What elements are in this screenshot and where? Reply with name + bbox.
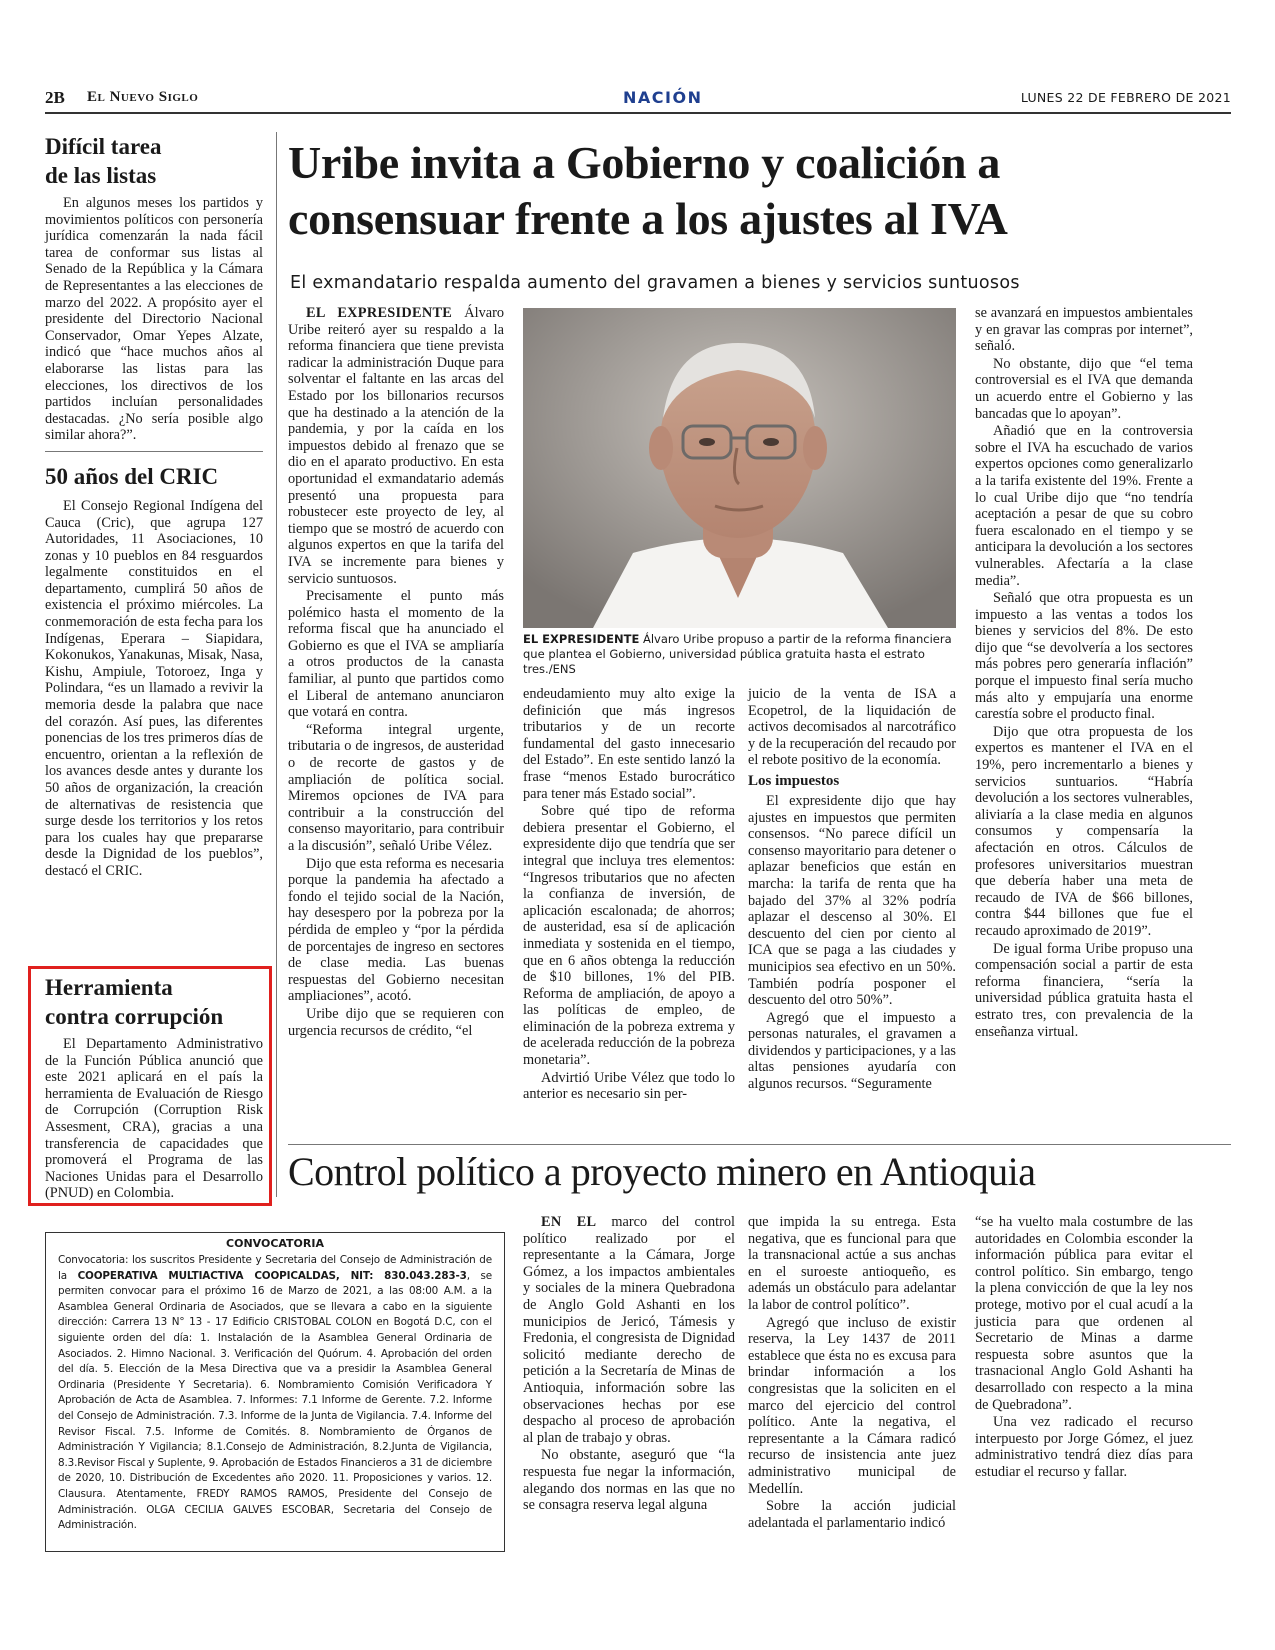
- main-deck: El exmandatario respalda aumento del gravamen a bienes y servicios suntuosos: [290, 273, 1020, 293]
- paragraph: Añadió que en la controversia sobre el IVA ha escuchado de varios expertos opciones como generalizarlo a la tarifa existente del 19%. Frente a lo cual Uribe dijo que “no tendría aceptación a pesar de que su cobro fuera escalonado en el tiempo y se anticipara la devolución a los sectores vulnerables. Afectaría a la clase media”.: [975, 423, 1193, 589]
- paragraph: El expresidente dijo que hay ajustes en impuestos que permiten consensos. “No parece difícil un consenso mayoritario para detener o aplazar beneficios que están en marcha: la tarifa de renta que ha bajado del 37% al 32% podría aplazar el descenso al 30%. El descuento del cien por ciento al ICA que se paga a las ciudades y municipios sea efectivo en un 50%. También podría posponer el descuento del otro 50%”.: [748, 792, 956, 1009]
- paragraph: [523, 1214, 735, 1446]
- paragraph-text: marco del control político realizado por el representante a la Cámara, Jorge Gómez, a los impactos ambientales y sociales de la minera Quebradona de Anglo Gold Ashanti en los municipios de Jericó, Támesis y Fredonia, el congresista de Dignidad solicitó mediante derecho de petición a la Secretaría de Minas de Antioquia, información sobre las observaciones hechas por ese despacho al proceso de aprobación al plan de trabajo y obras.: [523, 1214, 735, 1446]
- brief-title: [45, 132, 263, 190]
- second-col-3: [975, 1214, 1193, 1482]
- paragraph: Sobre qué tipo de reforma debiera presentar el Gobierno, el expresidente dijo que tendría que ser integral que incluya tres elementos: “Ingresos tributarios que no afecten la confianza de inversión, de aplicación escalonada; de ahorros; de austeridad, esa sí de aplicación inmediata y sostenida en el tiempo, que en 6 años obtenga la reducción de $10 billones, 1% del PIB. Reforma de ampliación, de apoyo a las políticas de empleo, de eliminación de la pobreza extrema y de acelerada reducción de la pobreza monetaria”.: [523, 803, 735, 1069]
- paragraph: Agregó que el impuesto a personas naturales, el gravamen a dividendos y participaciones, y a las altas pensiones ayudaría con algunos recursos. “Seguramente: [748, 1009, 956, 1093]
- paragraph-text: Álvaro Uribe reiteró ayer su respaldo a la reforma financiera que tiene prevista radicar la administración Duque para solventar el faltante en las arcas del Estado por los billonarios recursos que ha destinado a la atención de la pandemia, y por la caída en los impuestos debido al frenazo que se dio en el aparato productivo. En esta oportunidad el exmandatario además presentó una propuesta para robustecer este proyecto de ley, al tiempo que se mostró de acuerdo con algunos expertos en que la tarifa del IVA se incremente para bienes y servicio suntuosos.: [288, 305, 504, 587]
- main-col-4: [975, 305, 1193, 1041]
- brief-corrupcion: [45, 973, 263, 1203]
- paragraph: Señaló que otra propuesta es un impuesto a las ventas a todos los bienes y servicios del 8%. De esto dijo que “se devolvería a los sectores más pobres pero generaría inflación” porque el impuesto final sería mucho más alto y empujaría una enorme carestía sobre el producto final.: [975, 590, 1193, 723]
- header-rule: [45, 112, 1231, 114]
- headline-line: consensuar frente a los ajustes al IVA: [288, 193, 1008, 244]
- caption-text: Álvaro Uribe propuso a partir de la reforma financiera que plantea el Gobierno, universidad pública gratuita hasta el estrato tres./ENS: [523, 632, 952, 676]
- paragraph: Dijo que otra propuesta de los expertos es mantener el IVA en el 19%, pero incrementarlo a bienes y servicios suntuarios. “Habría devolución a los sectores vulnerables, aliviaría a la clase media en algunos consumos y compensaría la afectación en otros. Cálculos de profesores universitarios muestran que debería haber una meta de recaudo de IVA de $66 billones, contra $44 billones que fue el recaudo aproximado de 2019”.: [975, 723, 1193, 939]
- article-kicker: EN EL: [541, 1214, 597, 1230]
- brief-listas: [45, 132, 263, 444]
- article-kicker: EL EXPRESIDENTE: [306, 305, 453, 321]
- paragraph: “se ha vuelto mala costumbre de las autoridades en Colombia esconder la información pública para evitar el control político. Sin embargo, tengo la plena convicción de que la ley nos protege, motivo por el cual acudí a la justicia para que ordenen al Secretario de Minas a darme respuesta sobre asuntos que la trasnacional Anglo Gold Ashanti ha desarrollado con respecto a la mina de Quebradona”.: [975, 1214, 1193, 1413]
- brief-title-line: Herramienta: [45, 975, 173, 1000]
- sidebar: [45, 132, 263, 881]
- notice-title: CONVOCATORIA: [226, 1237, 324, 1250]
- caption-kicker: EL EXPRESIDENTE: [523, 632, 640, 646]
- paragraph: Precisamente el punto más polémico hasta el momento de la reforma fiscal que ha anunciado el Gobierno es que el IVA se ampliaría a otros productos de la canasta familiar, al punto que partidos como el Liberal de antemano anunciaron que votará en contra.: [288, 588, 504, 721]
- brief-title: 50 años del CRIC: [45, 463, 219, 489]
- article-divider: [288, 1144, 1231, 1145]
- paragraph: Uribe dijo que se requieren con urgencia recursos de crédito, “el: [288, 1005, 504, 1039]
- notice-box: [45, 1232, 505, 1552]
- paper-name: El Nuevo Siglo: [87, 89, 199, 105]
- sidebar-rule: [276, 132, 277, 1197]
- notice-text-before: Convocatoria: los suscritos Presidente y Secretaria del Consejo de Administración de la: [58, 1254, 492, 1282]
- paragraph: se avanzará en impuestos ambientales y en gravar las compras por internet”, señaló.: [975, 305, 1193, 355]
- notice-body: [58, 1253, 492, 1534]
- second-col-2: [748, 1214, 956, 1532]
- notice-text-after: , se permiten convocar para el próximo 16 de Marzo de 2021, a las 08:00 A.M. a la Asamblea General Ordinaria de Asociados, que se llevara a cabo en la siguiente dirección: Carrera 13 N° 13 - 17 Edificio CRISTOBAL COLON en Bogotá D.C, con el siguiente orden del día: 1. Instalación de la Asamblea General Ordinaria de Asociados. 2. Himno Nacional. 3. Verificación del Quórum. 4. Aprobación del orden del día. 5. Elección de la Mesa Directiva que va a presidir la Asamblea General Ordinaria (Presidente Y Secretaria). 6. Nombramiento Comisión Verificadora Y Aprobación de Acta de Asamblea. 7. Informes: 7.1 Informe de Gerente. 7.2. Informe del Consejo de Administración. 7.3. Informe de la Junta de Vigilancia. 7.4. Informe del Revisor Fiscal. 7.5. Informe de Comités. 8. Nombramiento de Órganos de Administración Y Vigilancia; 8.1.Consejo de Administración, 8.2.Junta de Vigilancia, 8.3.Revisor Fiscal y Suplente, 9. Aprobación de Estados Financieros a 31 de diciembre de 2020, 10. Distribución de Excedentes año 2020. 11. Proposiciones y varios. 12. Clausura. Atentamente, FREDY RAMOS RAMOS, Presidente del Consejo de Administración. OLGA CECILIA GALVES ESCOBAR, Secretaria del Consejo de Administración.: [58, 1269, 493, 1532]
- paragraph: De igual forma Uribe propuso una compensación social a partir de esta reforma financiera, “sería la universidad pública gratuita hasta el estrato tres, con prevalencia de la enseñanza virtual.: [975, 940, 1193, 1040]
- headline-line: Uribe invita a Gobierno y coalición a: [288, 137, 1001, 188]
- main-headline: [288, 135, 1238, 247]
- paragraph: [288, 305, 504, 587]
- main-col-1: [288, 305, 504, 1040]
- brief-title-line: de las listas: [45, 163, 157, 188]
- photo-caption: [523, 632, 956, 677]
- notice-company: COOPERATIVA MULTIACTIVA COOPICALDAS, NIT: 830.043.283-3: [77, 1269, 467, 1282]
- brief-title-line: Difícil tarea: [45, 134, 162, 159]
- paragraph: No obstante, aseguró que “la respuesta fue negar la información, alegando dos normas en las que no se consagra reserva legal alguna: [523, 1447, 735, 1514]
- brief-body: El Consejo Regional Indígena del Cauca (Cric), que agrupa 127 Autoridades, 11 Asociaciones, 10 zonas y 10 pueblos en 84 resguardos legalmente constituidos en el departamento, cumplirá 50 años de existencia el próximo miércoles. La conmemoración de esta fecha para los Indígenas, Eperara – Siapidara, Kokonukos, Yanakunas, Misak, Nasa, Kishu, Ampiule, Totoroez, Inga y Polindara, “es un llamado a revivir la memoria desde la palabra que nace del corazón. Así pues, las diferentes ponencias de los tres primeros días de encuentro, orientan a la reflexión de los avances desde antes y durante los 50 años de organización, la creación de alternativas de resistencia que surge desde los territorios y los retos para los cuales hay que prepararse desde la Dignidad de los pueblos”, destacó el CRIC.: [45, 497, 263, 879]
- page-header: [45, 88, 1231, 110]
- second-headline: Control político a proyecto minero en Antioquia: [288, 1149, 1036, 1194]
- brief-title: [45, 973, 263, 1031]
- section-label: NACIÓN: [623, 88, 703, 107]
- section-subhead: Los impuestos: [748, 772, 840, 789]
- main-col-3: [748, 686, 956, 1094]
- main-col-2: [523, 686, 735, 1104]
- page-number: 2B: [45, 88, 65, 107]
- brief-cric: [45, 462, 263, 880]
- uribe-photo: [523, 308, 956, 628]
- paragraph: endeudamiento muy alto exige la definición que más ingresos tributarios y de un recorte fundamental del gasto innecesario del Estado”. En este sentido lanzó la frase “menos Estado burocrático para tener más Estado social”.: [523, 686, 735, 802]
- brief-title-line: contra corrupción: [45, 1004, 224, 1029]
- paragraph: No obstante, dijo que “el tema controversial es el IVA que demanda un acuerdo entre el Gobierno y las bancadas que lo apoyan”.: [975, 355, 1193, 422]
- paragraph: que impida la su entrega. Esta negativa, que es funcional para que la transnacional actúe a sus anchas en el suroeste antioqueño, es además un obstáculo para adelantar la labor de control político”.: [748, 1214, 956, 1313]
- second-col-1: [523, 1214, 735, 1515]
- paragraph: “Reforma integral urgente, tributaria o de ingresos, de austeridad o de recorte de gastos y de ampliación de política social. Miremos opciones de IVA para contribuir a la construcción del consenso mayoritario, para contribuir a la discusión”, señaló Uribe Vélez.: [288, 721, 504, 854]
- portrait-illustration: [523, 308, 956, 628]
- paragraph: Una vez radicado el recurso interpuesto por Jorge Gómez, el juez administrativo tendrá diez días para estudiar el recurso y fallar.: [975, 1414, 1193, 1480]
- paragraph: Sobre la acción judicial adelantada el parlamentario indicó: [748, 1498, 956, 1531]
- paragraph: Dijo que esta reforma es necesaria porque la pandemia ha afectado a fondo el tejido social de la Nación, hay desespero por la pobreza por la pérdida de empleo y “por la pérdida de porcentajes de ingreso en sectores de clase media. Las buenas respuestas del Gobierno necesitan ampliaciones”, acotó.: [288, 855, 504, 1005]
- paragraph: Advirtió Uribe Vélez que todo lo anterior es necesario sin per-: [523, 1069, 735, 1103]
- divider: [45, 451, 263, 452]
- paragraph: juicio de la venta de ISA a Ecopetrol, de la liquidación de activos decomisados al narcotráfico y de la recuperación del recaudo por el rebote positivo de la economía.: [748, 686, 956, 769]
- brief-body: En algunos meses los partidos y movimientos políticos con personería jurídica comenzarán la nada fácil tarea de conformar sus listas al Senado de la República y la Cámara de Representantes a las elecciones de marzo del 2022. A propósito ayer el presidente del Directorio Nacional Conservador, Omar Yepes Alzate, indicó que “hace muchos años al elaborarse las listas para las elecciones, los directivos de los partidos incluían personalidades destacadas. ¿No sería posible algo similar ahora?”.: [45, 195, 263, 444]
- paragraph: Agregó que incluso de existir reserva, la Ley 1437 de 2011 establece que ésta no es excusa para brindar información a los congresistas que la soliciten en el marco del ejercicio del control político. Ante la negativa, el representante a la Cámara radicó recurso de insistencia ante juez administrativo municipal de Medellín.: [748, 1314, 956, 1497]
- issue-date: LUNES 22 DE FEBRERO DE 2021: [1020, 90, 1231, 105]
- brief-body: El Departamento Administrativo de la Función Pública anunció que este 2021 aplicará en el país la herramienta de Evaluación de Riesgo de Corrupción (Corruption Risk Assesment, CRA), gracias a una transferencia de capacidades que promoverá el Programa de las Naciones Unidas para el Desarrollo (PNUD) en Colombia.: [45, 1036, 263, 1202]
